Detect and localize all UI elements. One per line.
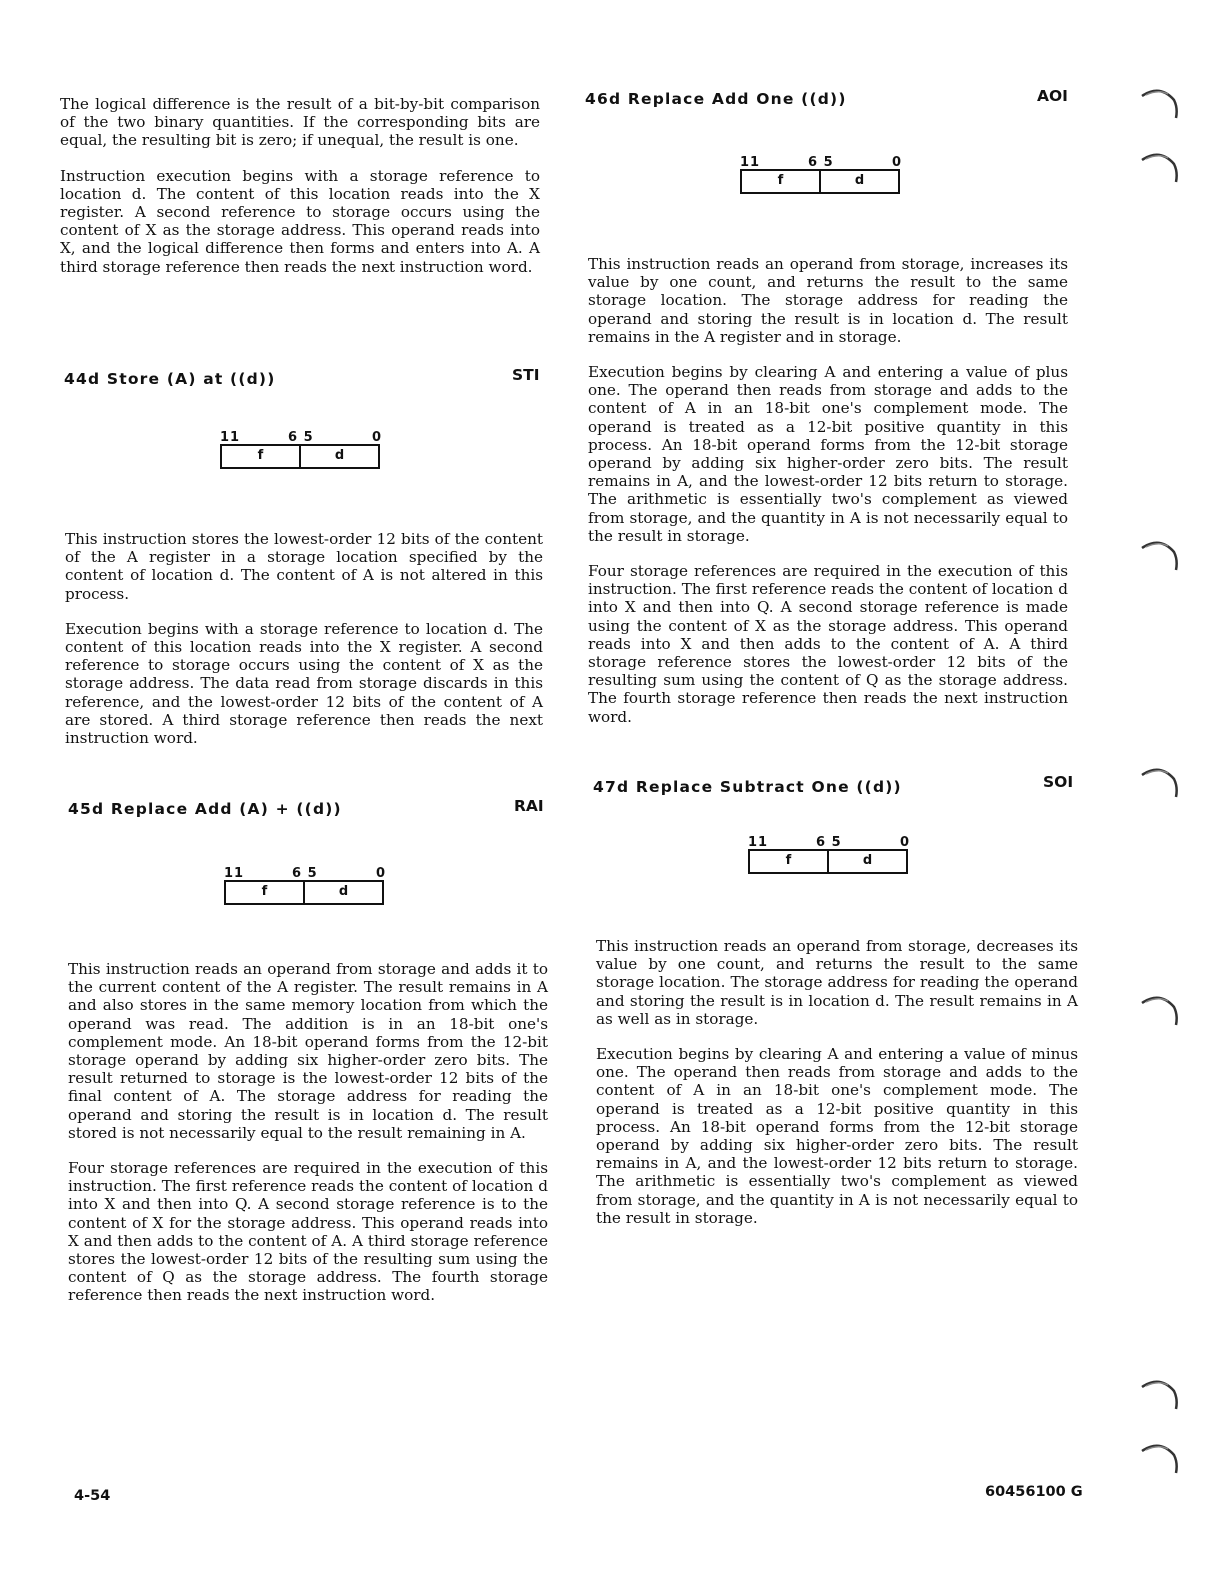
section-heading-44d: 44d Store (A) at ((d)) [64,370,276,388]
paragraph: Four storage references are required in the execution of this instruction. The first reference reads the content of location d into X and then into Q. A second storage reference is to the content of X for the storage address. This operand reads into X and then adds to the content of A. A third storage reference stores the lowest-order 12 bits of the resulting sum using the content of Q as the storage address. The fourth storage reference then reads the next instruction word. [68,1159,548,1305]
paragraph: This instruction reads an operand from storage, increases its value by one count, and returns the result to the same storage location. The storage address for reading the operand and storing the result is in location d. The result remains in the A register and in storage. [588,255,1068,346]
paragraph: Execution begins with a storage reference to location d. The content of this location reads into the X register. A second reference to storage occurs using the content of X as the storage address. The data read from storage discards in this reference, and the lowest-order 12 bits of the content of A are stored. A third storage reference then reads the next instruction word. [65,619,543,748]
mnemonic-soi: SOI [1043,773,1074,791]
paragraph: Instruction execution begins with a storage reference to location d. The content of this location reads into the X register. A second reference to storage occurs using the content of X as the storage address. This operand reads into X, and the logical difference then forms and enters into A. A third storage reference then reads the next instruction word. [60,166,540,276]
format-box [220,444,380,469]
binder-hole-mark-icon [1140,1441,1180,1477]
mnemonic-sti: STI [512,366,540,384]
field-f: f [257,448,264,463]
binder-hole-mark-icon [1140,1377,1180,1413]
field-d: d [299,446,378,467]
binder-hole-mark-icon [1140,538,1180,574]
paragraph: This instruction stores the lowest-order 12 bits of the content of the A register in a storage location specified by the content of location d. The content of A is not altered in this process. [65,530,543,603]
bit-label-low: 0 [372,430,383,445]
field-d: d [303,882,382,903]
instruction-format-diagram [224,866,394,910]
field-d: d [819,171,898,192]
paragraph: Execution begins by clearing A and entering a value of plus one. The operand then reads from storage and adds to the content of A in an 18-bit one's complement mode. The operand is treated as a 12-bit positive quantity in this process. An 18-bit operand forms from the 12-bit storage operand by adding six higher-order zero bits. The result remains in A, and the lowest-order 12 bits return to storage. The arithmetic is essentially two's complement as viewed from storage, and the quantity in A is not necessarily equal to the result in storage. [588,363,1068,545]
format-box [740,169,900,194]
bit-label-high: 11 [748,835,769,850]
section-heading-46d: 46d Replace Add One ((d)) [585,90,847,108]
section-heading-45d: 45d Replace Add (A) + ((d)) [68,800,342,818]
binder-hole-mark-icon [1140,150,1180,186]
bit-label-mid: 6 5 [816,835,842,850]
instruction-format-diagram [748,835,918,879]
mnemonic-rai: RAI [514,797,544,815]
section-body-45d [68,960,548,1305]
page-number: 4-54 [74,1488,111,1504]
bit-label-mid: 6 5 [288,430,314,445]
paragraph: This instruction reads an operand from storage and adds it to the current content of the A register. The result remains in A and also stores in the same memory location from which the operand was read. The addition is in an 18-bit one's complement mode. An 18-bit operand forms from the 12-bit storage operand by adding six higher-order zero bits. The result returned to storage is the lowest-order 12 bits of the final content of A. The storage address for reading the operand and storing the result is in location d. The result stored is not necessarily equal to the result remaining in A. [68,960,548,1142]
bit-label-mid: 6 5 [292,866,318,881]
binder-hole-mark-icon [1140,765,1180,801]
format-box [224,880,384,905]
binder-hole-mark-icon [1140,86,1180,122]
field-f: f [785,853,792,868]
section-body-47d [596,937,1078,1227]
document-number: 60456100 G [985,1484,1083,1500]
field-d: d [827,851,906,872]
format-box [748,849,908,874]
section-body-46d [588,255,1068,726]
bit-label-low: 0 [376,866,387,881]
paragraph: The logical difference is the result of a bit-by-bit comparison of the two binary quantities. If the corresponding bits are equal, the resulting bit is zero; if unequal, the result is one. [60,95,540,150]
paragraph: Four storage references are required in the execution of this instruction. The first reference reads the content of location d into X and then into Q. A second storage reference is made using the content of X as the storage address. This operand reads into X and then adds to the content of A. A third storage reference stores the lowest-order 12 bits of the resulting sum using the content of Q as the storage address. The fourth storage reference then reads the next instruction word. [588,562,1068,726]
bit-label-low: 0 [900,835,911,850]
binder-hole-mark-icon [1140,993,1180,1029]
paragraph: Execution begins by clearing A and entering a value of minus one. The operand then reads from storage and adds to the content of A in an 18-bit one's complement mode. The operand is treated as a 12-bit positive quantity in this process. An 18-bit operand forms from the 12-bit storage operand by adding six higher-order zero bits. The result remains in A, and the lowest-order 12 bits return to storage. The arithmetic is essentially two's complement as viewed from storage, and the quantity in A is not necessarily equal to the result in storage. [596,1045,1078,1227]
instruction-format-diagram [220,430,390,474]
section-heading-47d: 47d Replace Subtract One ((d)) [593,778,902,796]
field-f: f [261,884,268,899]
bit-label-high: 11 [220,430,241,445]
instruction-format-diagram [740,155,910,199]
bit-label-mid: 6 5 [808,155,834,170]
bit-label-high: 11 [224,866,245,881]
bit-label-low: 0 [892,155,903,170]
mnemonic-aoi: AOI [1037,87,1068,105]
intro-text [60,95,540,276]
section-body-44d [65,530,543,747]
paragraph: This instruction reads an operand from storage, decreases its value by one count, and returns the result to the same storage location. The storage address for reading the operand and storing the result is in location d. The result remains in A as well as in storage. [596,937,1078,1028]
bit-label-high: 11 [740,155,761,170]
field-f: f [777,173,784,188]
